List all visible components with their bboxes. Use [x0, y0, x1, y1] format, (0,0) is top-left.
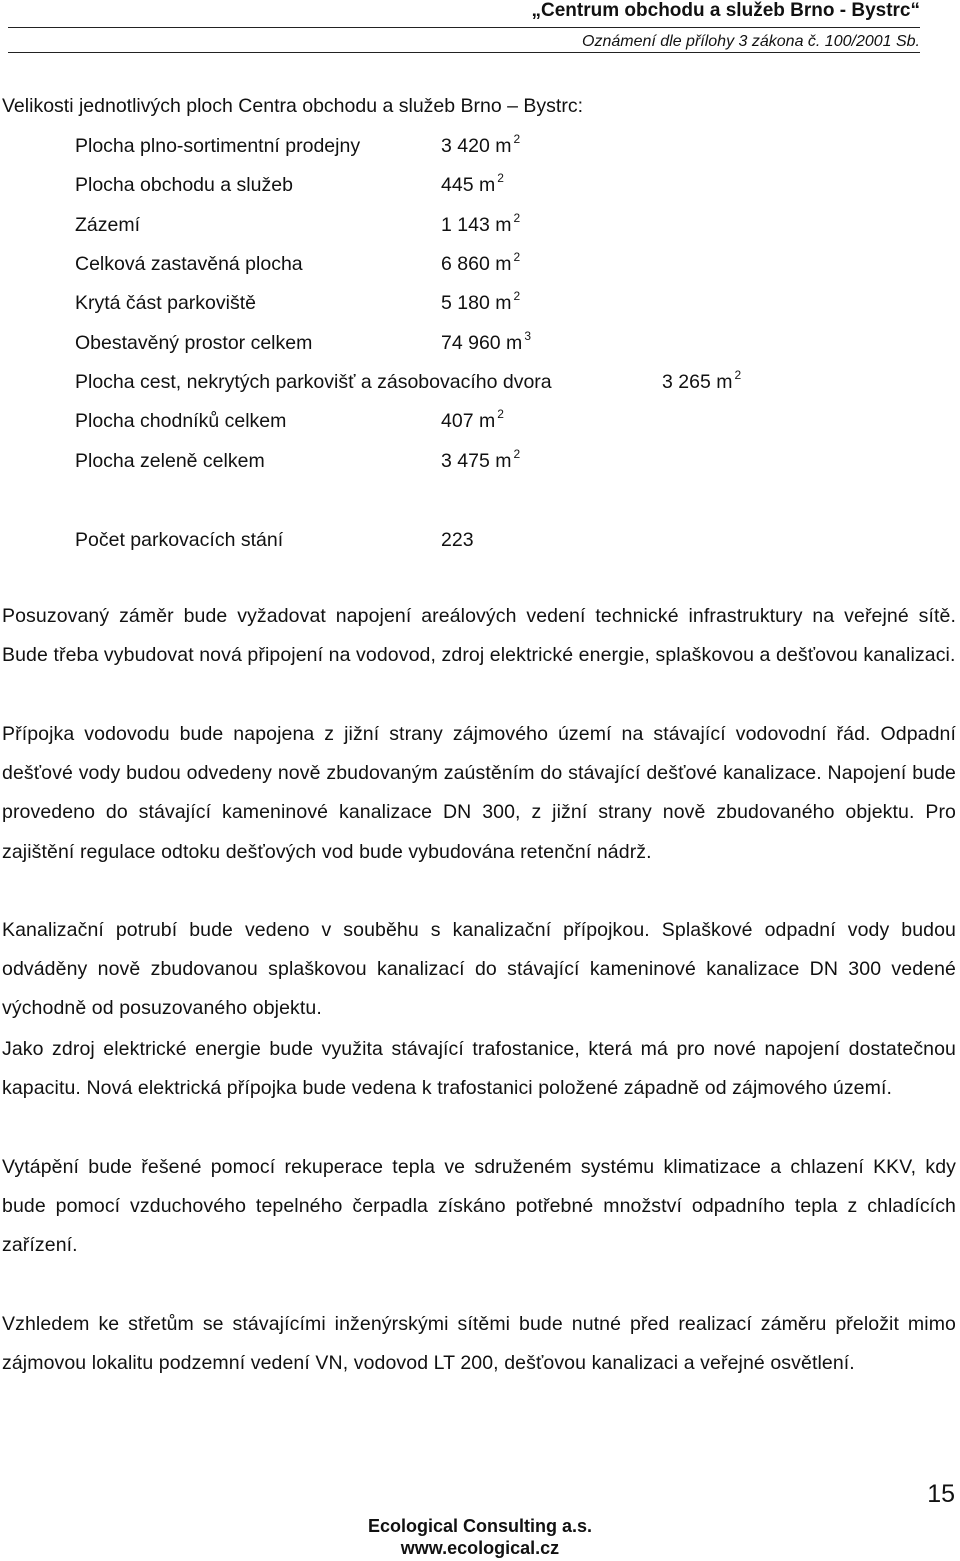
area-row [75, 289, 521, 315]
area-value: 223 [441, 529, 474, 551]
footer-website: www.ecological.cz [400, 1538, 560, 1558]
page-number: 15 [927, 1480, 955, 1508]
area-row [75, 407, 504, 433]
area-exponent: 2 [497, 171, 504, 185]
paragraph: Vytápění bude řešené pomocí rekuperace tepla ve sdruženém systému klimatizace a chlazení KKV, kdy bude pomocí vzduchového tepelného čerpadla získáno potřebné množství odpadního tepla z chladících zařízení. [2, 1156, 956, 1257]
area-label: Plocha cest, nekrytých parkovišť a zásobovacího dvora [75, 371, 552, 393]
area-label: Krytá část parkoviště [75, 292, 256, 314]
footer-company: Ecological Consulting a.s. [367, 1516, 593, 1536]
paragraph: Jako zdroj elektrické energie bude využita stávající trafostanice, která má pro nové napojení dostatečnou kapacitu. Nová elektrická přípojka bude vedena k trafostanici položené západně od zájmového území. [2, 1038, 956, 1100]
area-value: 1 143 m $^2$ [441, 211, 521, 236]
area-row [75, 250, 521, 276]
area-exponent: 3 [524, 329, 531, 343]
paragraph: Kanalizační potrubí bude vedeno v souběhu s kanalizační přípojkou. Splaškové odpadní vody budou odváděny nově zbudovanou splaškovou kanalizací do stávající kameninové kanalizace DN 300 vedené východně od posuzovaného objektu. [2, 919, 956, 1020]
document-subtitle: Oznámení dle přílohy 3 zákona č. 100/2001 Sb. [582, 33, 920, 50]
area-label: Plocha plno-sortimentní prodejny [75, 135, 361, 157]
area-value: 74 960 m $^3$ [441, 329, 531, 354]
area-label: Počet parkovacích stání [75, 529, 284, 551]
area-label: Zázemí [75, 214, 141, 236]
areas-intro: Velikosti jednotlivých ploch Centra obchodu a služeb Brno – Bystrc: [2, 95, 583, 117]
area-label: Plocha chodníků celkem [75, 410, 287, 432]
paragraph: Vzhledem ke střetům se stávajícími inženýrskými sítěmi bude nutné před realizací záměru přeložit mimo zájmovou lokalitu podzemní vedení VN, vodovod LT 200, dešťovou kanalizaci a veřejné osvětlení. [2, 1313, 956, 1375]
area-exponent: 2 [513, 132, 521, 146]
area-row [75, 368, 742, 394]
area-row [75, 329, 531, 355]
area-value: 5 180 m $^2$ [441, 289, 521, 314]
area-exponent: 2 [513, 250, 521, 264]
area-exponent: 2 [734, 368, 742, 382]
subtitle-underline [8, 52, 920, 53]
area-label: Plocha obchodu a služeb [75, 174, 293, 196]
area-value: 3 265 m $^2$ [662, 368, 742, 393]
paragraph: Posuzovaný záměr bude vyžadovat napojení areálových vedení technické infrastruktury na veřejné sítě. Bude třeba vybudovat nová připojení na vodovod, zdroj elektrické energie, splaškovou a dešťovou kanalizaci. [2, 605, 956, 667]
area-exponent: 2 [497, 407, 504, 421]
area-exponent: 2 [513, 211, 521, 225]
area-label: Obestavěný prostor celkem [75, 332, 313, 354]
document-title: „Centrum obchodu a služeb Brno - Bystrc“ [531, 0, 920, 21]
area-row [75, 447, 521, 473]
area-row [75, 211, 521, 237]
area-value: 6 860 m $^2$ [441, 250, 521, 275]
area-exponent: 2 [513, 289, 521, 303]
area-label: Celková zastavěná plocha [75, 253, 303, 275]
area-row-parking [75, 528, 474, 552]
area-label: Plocha zeleně celkem [75, 450, 265, 472]
area-row [75, 132, 521, 158]
area-value: 3 420 m $^2$ [441, 132, 521, 157]
area-value: 445 m $^2$ [441, 171, 504, 196]
paragraph: Přípojka vodovodu bude napojena z jižní strany zájmového území na stávající vodovodní řád. Odpadní dešťové vody budou odvedeny nově zbudovaným zaústěním do stávající dešťové kanalizace. Napojení bude provedeno do stávající kameninové kanalizace DN 300, z jižní strany nově zbudovaného objektu. Pro zajištění regulace odtoku dešťových vod bude vybudována retenční nádrž. [2, 723, 956, 863]
area-exponent: 2 [513, 447, 521, 461]
area-value: 407 m $^2$ [441, 407, 504, 432]
area-row [75, 171, 504, 197]
header-rule [8, 27, 920, 28]
area-value: 3 475 m $^2$ [441, 447, 521, 472]
